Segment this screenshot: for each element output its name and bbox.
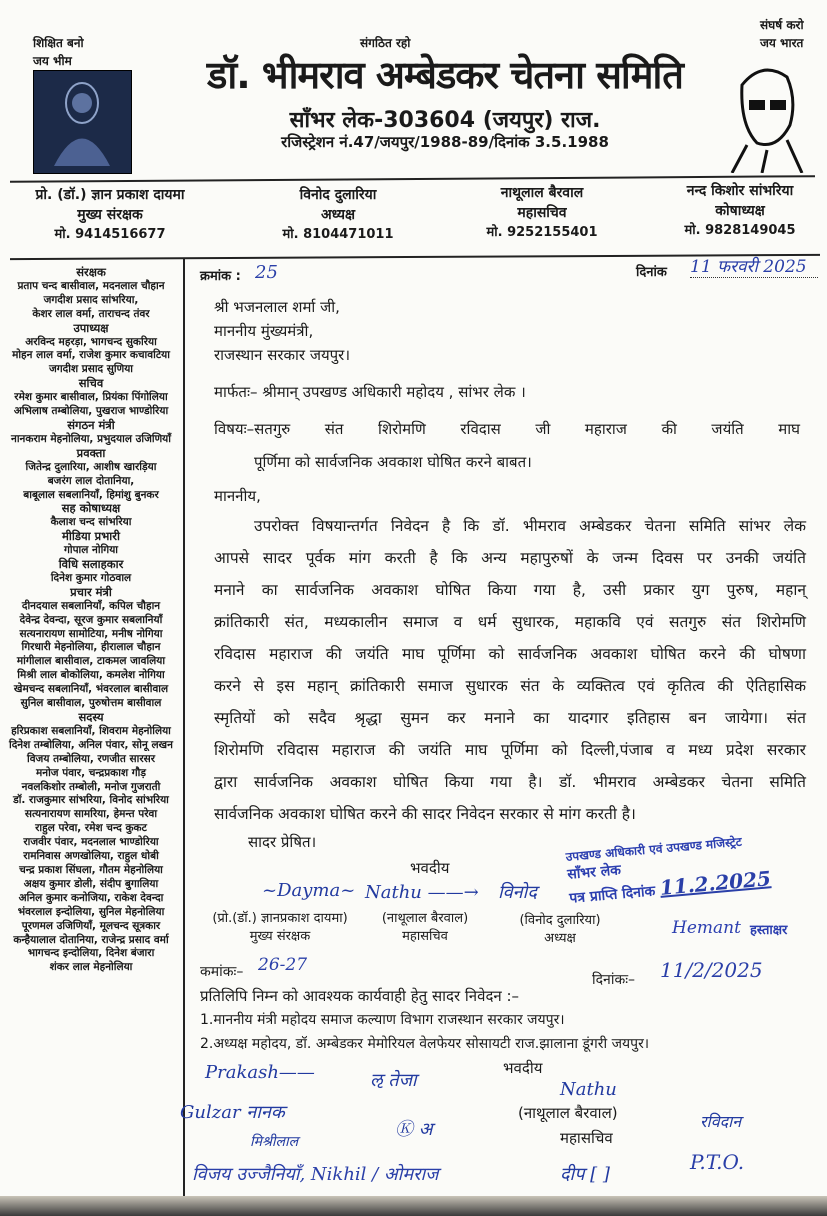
motto-right-1: संघर्ष करो xyxy=(760,18,804,32)
sidebar-member-names: राजवीर पंवार, मदनलाल भाण्डोरिया xyxy=(23,836,159,849)
motto-right-2: जय भारत xyxy=(760,36,804,50)
sidebar-role-heading: संगठन मंत्री xyxy=(67,417,115,432)
copy-item: 2.अध्यक्ष महोदय, डॉ. अम्बेडकर मेमोरियल वेलफेयर सोसायटी राज.झालाना डूंगरी जयपुर। xyxy=(200,1036,650,1052)
sidebar-member-names: बाबूलाल सबलानियाँ, हिमांशु बुनकर xyxy=(23,488,159,501)
copy-intro: प्रतिलिपि निम्न को आवश्यक कार्यवाही हेतु सादर निवेदन :– xyxy=(200,987,520,1005)
official-role: मुख्य संरक्षक xyxy=(77,207,143,223)
sidebar-member-names: कन्हैयालाल दोतानिया, राजेन्द्र प्रसाद वर्मा xyxy=(13,933,169,946)
sidebar-member-names: सत्यनारायण सामोटिया, मनीष नोगिया xyxy=(19,627,163,640)
sidebar-member-names: मिश्री लाल बोकोलिया, कमलेश नोगिया xyxy=(17,669,165,682)
member-signature: मिश्रीलाल xyxy=(250,1134,299,1150)
official-president xyxy=(238,185,438,245)
sidebar-member-names: दिनेश तम्बोलिया, अनिल पंवार, सोनू लखन xyxy=(9,738,173,751)
official-name: नन्द किशोर सांभरिया xyxy=(686,183,794,199)
subject-line: विषयः–सतगुरु संत शिरोमणि रविदास जी महाराज की जयंति माघ xyxy=(214,420,800,438)
sidebar-member-names: शंकर लाल मेहनोलिया xyxy=(49,961,133,974)
sidebar-member-names: बजरंग लाल दोतानिया, xyxy=(47,474,135,487)
stamp-place: साँभर लेक xyxy=(566,862,622,883)
organization-name: डॉ. भीमराव अम्बेडकर चेतना समिति xyxy=(207,53,683,97)
scan-edge xyxy=(0,1196,827,1216)
sidebar-member-names: गिरधारी मेहनोलिया, हीरालाल चौहान xyxy=(21,641,161,654)
paragraph-line: रविदास महाराज की जयंति माघ पूर्णिमा को सार्वजनिक अवकाश घोषित करने की घोषणा xyxy=(214,645,806,663)
official-phone: मो. 9828149045 xyxy=(684,223,796,238)
sidebar-member-names: हरिप्रकाश सबलानियाँ, शिवराम मेहनोलिया xyxy=(11,724,171,737)
copy-date-label: दिनांकः– xyxy=(592,972,636,988)
closing: सादर प्रेषित। xyxy=(248,833,317,851)
stamp-signature: Hemant xyxy=(672,918,741,938)
sidebar-member-names: देवेन्द्र देवन्दा, सूरज कुमार सबलानियाँ xyxy=(19,613,163,626)
sidebar-member-names: पूरणमल उजिणियाँ, मूलचन्द सूत्रकार xyxy=(21,919,161,932)
stamp-sign-label: हस्ताक्षर xyxy=(750,923,788,938)
sidebar-member-names: रामनिवास अणखोलिया, राहुल धोबी xyxy=(23,850,159,863)
sidebar-member-names: विजय तम्बोलिया, रणजीत सारसर xyxy=(26,752,156,765)
sidebar-member-names: मनोज पंवार, चन्द्रप्रकाश गौड़ xyxy=(35,766,147,779)
sidebar-member-names: अरविन्द महरड़ा, भागचन्द सुकरिया xyxy=(25,335,157,348)
sidebar-member-names: मोहन लाल वर्मा, राजेश कुमार कचावटिया xyxy=(12,349,170,362)
reference-label: क्रमांक : xyxy=(200,269,241,284)
copy-signature: Nathu xyxy=(560,1079,617,1100)
sidebar-member-names: नवलकिशोर तम्बोली, मनोज गुजराती xyxy=(21,780,161,793)
member-signature: Prakash—— xyxy=(205,1062,315,1083)
motto-center: संगठित रहो xyxy=(360,36,411,50)
sidebar-member-names: जितेन्द्र दुलारिया, आशीष खारड़िया xyxy=(25,460,157,473)
signatory-name: (विनोद दुलारिया) xyxy=(519,913,601,928)
sidebar-member-names: सुनिल बासीवाल, पुरुषोत्तम बासीवाल xyxy=(20,697,162,710)
copy-ref-label: कमांकः– xyxy=(200,964,244,980)
sidebar-divider xyxy=(183,258,185,1208)
sidebar-member-names: नानकराम मेहनोलिया, प्रभुदयाल उजिणियाँ xyxy=(11,432,171,445)
copy-signatory-role: महासचिव xyxy=(560,1129,613,1147)
signature-patron: ~Dayma~ xyxy=(262,880,356,901)
sidebar-role-heading: सचिव xyxy=(78,376,104,391)
sidebar-role-heading: उपाध्यक्ष xyxy=(73,320,109,335)
addressee-line: माननीय मुंख्यमंत्री, xyxy=(214,322,314,340)
paragraph-line: करने से इस महान् क्रांतिकारी समाज सुधारक संत के व्यक्तित्व एवं कृतित्व की ऐतिहासिक xyxy=(214,677,806,695)
official-treasurer xyxy=(640,181,827,241)
signatory-president xyxy=(495,910,625,946)
sidebar-member-names: चन्द्र प्रकाश सिंघला, गौतम मेहनोलिया xyxy=(19,863,163,876)
buddha-image xyxy=(33,70,132,174)
sidebar-member-names: गोपाल नोगिया xyxy=(63,544,119,557)
sidebar-member-names: कैलाश चन्द सांभरिया xyxy=(50,516,132,529)
paragraph-line: उपरोक्त विषयान्तर्गत निवेदन है कि डॉ. भीमराव अम्बेडकर चेतना समिति सांभर लेक xyxy=(254,517,806,535)
handwritten-names: विजय उज्जैनियाँ, Nikhil / ओमराज xyxy=(192,1164,439,1185)
signatory-secretary xyxy=(360,908,490,944)
sidebar-role-heading: सह कोषाध्यक्ष xyxy=(61,501,121,516)
sidebar-role-heading: प्रचार मंत्री xyxy=(70,584,112,599)
signatory-name: (नाथूलाल बैरवाल) xyxy=(381,911,469,926)
official-phone: मो. 9252155401 xyxy=(486,225,598,240)
sidebar-member-names: केशर लाल वर्मा, ताराचन्द तंवर xyxy=(32,307,150,320)
member-signature: Gulzar नानक xyxy=(180,1102,285,1123)
sidebar-member-names: जगदीश प्रसाद सुणिया xyxy=(48,363,134,376)
member-signature: ऌ तेजा xyxy=(370,1070,417,1091)
sidebar-role-heading: संरक्षक xyxy=(76,265,106,279)
official-phone: मो. 9414516677 xyxy=(54,227,166,242)
official-phone: मो. 8104471011 xyxy=(282,227,394,242)
through-line: मार्फतः– श्रीमान् उपखण्ड अधिकारी महोदय , सांभर लेक । xyxy=(214,383,526,401)
sidebar-member-names: दिनेश कुमार गोठवाल xyxy=(50,571,132,584)
sidebar-member-names: मांगीलाल बासीवाल, टाकमल जावलिया xyxy=(16,655,166,668)
sidebar-member-names: अक्षय कुमार डोली, संदीप बुगालिया xyxy=(23,877,159,890)
signature-president: विनोद xyxy=(498,882,537,903)
paragraph-line: सार्वजनिक अवकाश घोषित करने की सादर निवेदन सरकार से मांग करती है। xyxy=(214,805,636,823)
signature-secretary: Nathu ——→ xyxy=(365,882,479,903)
official-general-secretary xyxy=(442,183,642,243)
sidebar-member-names: भागचन्द इन्दोलिया, दिनेश बंजारा xyxy=(27,947,155,960)
sidebar-role-heading: विधि सलाहकार xyxy=(58,557,124,572)
sidebar-member-names: सत्यनारायण सामरिया, हेमन्त परेवा xyxy=(24,808,158,821)
sidebar-member-names: राहुल परेवा, रमेश चन्द कुकट xyxy=(35,822,147,835)
pto-note: P.T.O. xyxy=(690,1150,745,1174)
date-label: दिनांक xyxy=(636,265,667,280)
paragraph-line: आपसे सादर पूर्वक मांग करती है कि अन्य महापुरुषों के जन्म दिवस पर उनकी जयंति xyxy=(214,549,806,567)
signatory-role: अध्यक्ष xyxy=(544,931,576,946)
member-signature: दीप [ ] xyxy=(560,1164,610,1185)
official-name: नाथूलाल बैरवाल xyxy=(500,185,584,201)
paragraph-line: मनाने का सार्वजनिक अवकाश घोषित किया गया है, उसी प्रकार युग पुरुष, महान् xyxy=(214,581,806,599)
sidebar-member-names: खेमचन्द सबलानियाँ, भंवरलाल बासीवाल xyxy=(13,683,169,696)
official-patron xyxy=(10,185,210,245)
official-role: अध्यक्ष xyxy=(320,207,356,223)
registration-number: रजिस्ट्रेशन नं.47/जयपुर/1988-89/दिनांक 3.5.1988 xyxy=(281,133,609,151)
signatory-role: महासचिव xyxy=(402,929,448,944)
sidebar-member-names: रमेश कुमार बासीवाल, प्रियंका पिंगोलिया xyxy=(14,391,168,404)
sidebar-member-names: अभिलाष तम्बोलिया, पुखराज भाण्डोरिया xyxy=(13,405,169,418)
member-sidebar xyxy=(0,266,182,975)
sidebar-role-heading: सदस्य xyxy=(78,710,104,724)
yours-faithfully: भवदीय xyxy=(410,859,450,877)
paragraph-line: क्रांतिकारी संत, मध्यकालीन समाज व धर्म सुधारक, महाकवि एवं सतगुरु संत शिरोमणि xyxy=(214,613,806,631)
salutation: माननीय, xyxy=(214,487,261,505)
sidebar-member-names: भंवरलाल इन्दोलिया, सुनिल मेहनोलिया xyxy=(17,905,165,918)
official-role: महासचिव xyxy=(517,205,567,221)
stamp-receipt-label: पत्र प्राप्ति दिनांक xyxy=(568,883,656,907)
copy-date-value: 11/2/2025 xyxy=(660,958,763,982)
official-name: प्रो. (डॉ.) ज्ञान प्रकाश दायमा xyxy=(35,187,185,203)
copy-signatory-name: (नाथूलाल बैरवाल) xyxy=(518,1104,618,1122)
sidebar-role-heading: प्रवक्ता xyxy=(76,445,106,460)
motto-left-1: शिक्षित बनो xyxy=(33,36,84,50)
reference-number: 25 xyxy=(255,262,278,283)
addressee-line: श्री भजनलाल शर्मा जी, xyxy=(214,298,340,316)
copy-yours: भवदीय xyxy=(503,1059,543,1077)
member-signature: Ⓚ अ xyxy=(395,1119,433,1140)
sidebar-member-names: डॉ. राजकुमार सांभरिया, विनोद सांभरिया xyxy=(13,794,169,807)
sidebar-member-names: प्रताप चन्द बासीवाल, मदनलाल चौहान xyxy=(17,279,165,292)
copy-item: 1.माननीय मंत्री महोदय समाज कल्याण विभाग राजस्थान सरकार जयपुर। xyxy=(200,1012,565,1028)
signatory-patron xyxy=(200,908,360,944)
stamp-office: उपखण्ड अधिकारी एवं उपखण्ड मजिस्ट्रेट xyxy=(565,834,743,864)
receipt-stamp xyxy=(565,830,772,907)
letter-paragraph xyxy=(214,510,806,830)
subject-line-2: पूर्णिमा को सार्वजनिक अवकाश घोषित करने बाबत। xyxy=(254,453,532,471)
paragraph-line: स्मृतियों को सदैव श्रृद्धा सुमन कर मनाने का यादगार इतिहास बन जायेगा। संत xyxy=(214,709,806,727)
sidebar-member-names: अनिल कुमार कनोजिया, राकेश देवन्दा xyxy=(18,891,164,904)
addressee-line: राजस्थान सरकार जयपुर। xyxy=(214,346,351,364)
sidebar-role-heading: मीडिया प्रभारी xyxy=(62,529,120,544)
motto-left-2: जय भीम xyxy=(33,54,72,68)
stamp-date: 11.2.2025 xyxy=(658,866,772,900)
organization-address: साँभर लेक-303604 (जयपुर) राज. xyxy=(289,108,601,133)
ambedkar-portrait xyxy=(722,55,812,173)
signatory-role: मुख्य संरक्षक xyxy=(249,929,311,944)
date-value: 11 फरवरी 2025 xyxy=(690,254,818,278)
sidebar-member-names: दीनदयाल सबलानियाँ, कपिल चौहान xyxy=(21,599,161,612)
official-role: कोषाध्यक्ष xyxy=(715,203,765,219)
copy-ref-number: 26-27 xyxy=(258,955,308,975)
paragraph-line: द्वारा सार्वजनिक अवकाश घोषित किया गया है। डॉ. भीमराव अम्बेडकर चेतना समिति xyxy=(214,773,806,791)
member-signature: रविदान xyxy=(700,1112,742,1131)
paragraph-line: शिरोमणि रविदास महाराज की जयंति माघ पूर्णिमा को दिल्ली,पंजाब व मध्य प्रदेश सरकार xyxy=(214,741,806,759)
signatory-name: (प्रो.(डॉ.) ज्ञानप्रकाश दायमा) xyxy=(212,911,348,926)
official-name: विनोद दुलारिया xyxy=(299,187,377,203)
sidebar-member-names: जगदीश प्रसाद सांभरिया, xyxy=(43,293,139,306)
